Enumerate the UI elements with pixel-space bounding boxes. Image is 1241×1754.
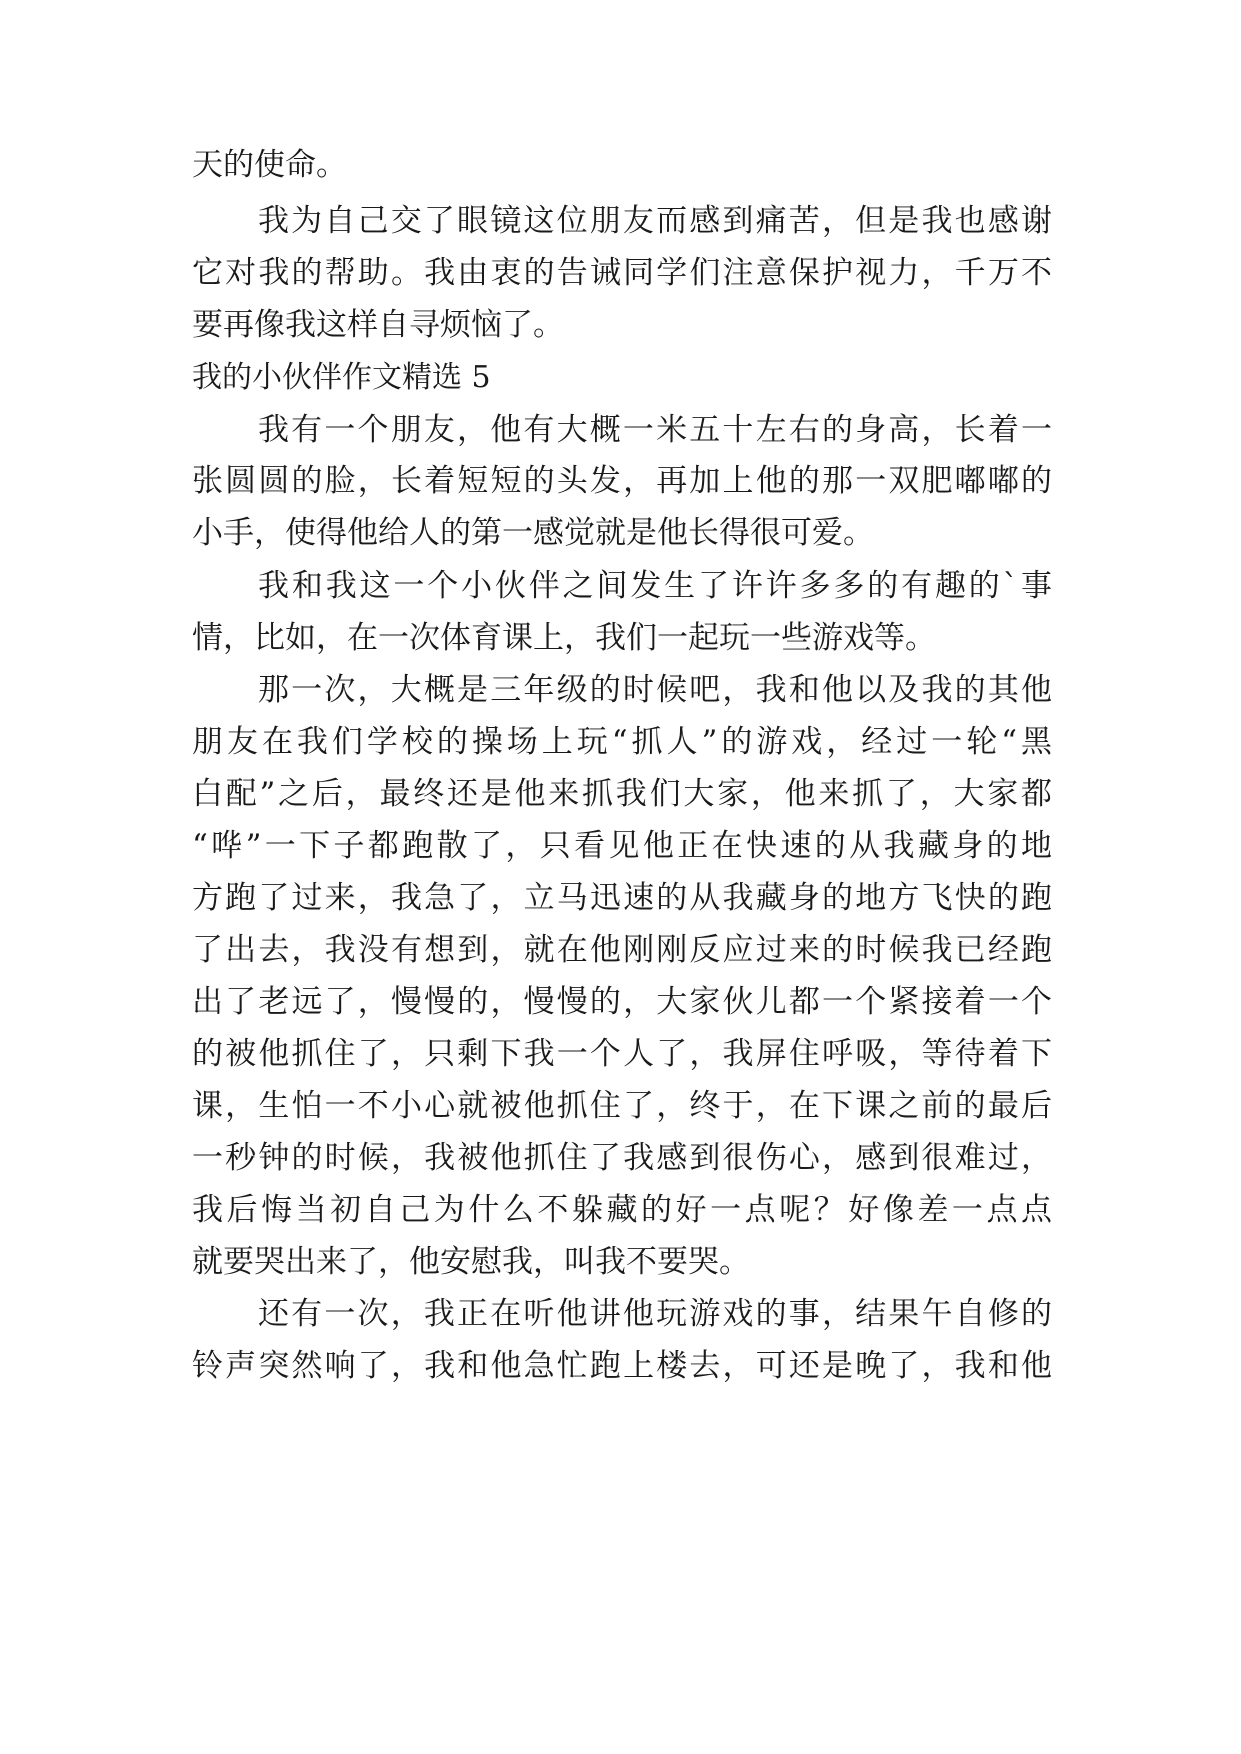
section-title: 我的小伙伴作文精选 5 [192, 360, 491, 395]
text-line: 我后悔当初自己为什么不躲藏的好一点呢？好像差一点点 [192, 1192, 1052, 1228]
text-line: 铃声突然响了，我和他急忙跑上楼去，可还是晚了，我和他 [192, 1348, 1052, 1384]
text-line: 出了老远了，慢慢的，慢慢的，大家伙儿都一个紧接着一个 [192, 984, 1052, 1020]
text-line: “哗”一下子都跑散了，只看见他正在快速的从我藏身的地 [192, 828, 1052, 864]
text-line: 一秒钟的时候，我被他抓住了我感到很伤心，感到很难过， [192, 1140, 1052, 1176]
text-line: 的被他抓住了，只剩下我一个人了，我屏住呼吸，等待着下 [192, 1036, 1052, 1072]
text-line: 那一次，大概是三年级的时候吧，我和他以及我的其他 [258, 672, 1052, 708]
text-line: 我为自己交了眼镜这位朋友而感到痛苦，但是我也感谢 [258, 203, 1052, 239]
text-line: 我有一个朋友，他有大概一米五十左右的身高，长着一 [258, 412, 1052, 448]
text-line: 小手，使得他给人的第一感觉就是他长得很可爱。 [192, 515, 874, 551]
text-line: 要再像我这样自寻烦恼了。 [192, 307, 564, 343]
text-line: 张圆圆的脸，长着短短的头发，再加上他的那一双肥嘟嘟的 [192, 463, 1052, 499]
text-line: 朋友在我们学校的操场上玩“抓人”的游戏，经过一轮“黑 [192, 724, 1052, 760]
text-line: 情，比如，在一次体育课上，我们一起玩一些游戏等。 [192, 620, 936, 656]
text-line: 方跑了过来，我急了，立马迅速的从我藏身的地方飞快的跑 [192, 880, 1052, 916]
text-line: 就要哭出来了，他安慰我，叫我不要哭。 [192, 1244, 750, 1280]
text-line: 它对我的帮助。我由衷的告诫同学们注意保护视力，千万不 [192, 255, 1052, 291]
text-line: 课，生怕一不小心就被他抓住了，终于，在下课之前的最后 [192, 1088, 1052, 1124]
text-line: 了出去，我没有想到，就在他刚刚反应过来的时候我已经跑 [192, 932, 1052, 968]
text-line: 白配”之后，最终还是他来抓我们大家，他来抓了，大家都 [192, 776, 1052, 812]
text-line: 我和我这一个小伙伴之间发生了许许多多的有趣的`事 [258, 568, 1052, 604]
text-line: 还有一次，我正在听他讲他玩游戏的事，结果午自修的 [258, 1296, 1052, 1332]
text-line: 天的使命。 [192, 147, 347, 183]
